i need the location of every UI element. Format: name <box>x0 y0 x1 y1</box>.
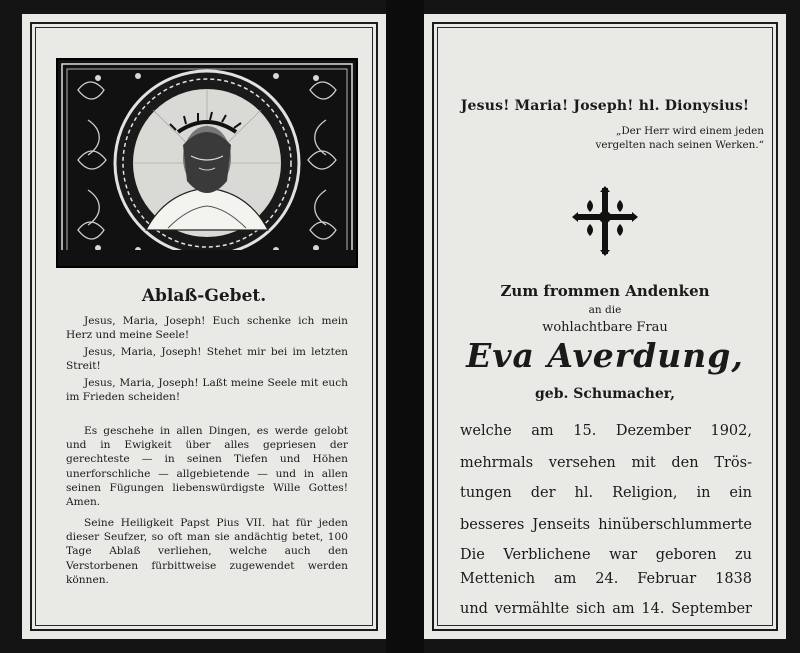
honorific-text: wohlachtbare Frau <box>542 320 668 335</box>
ornamental-cross-icon <box>572 186 638 256</box>
maiden-name: geb. Schumacher, <box>535 386 675 402</box>
bio-line-1: welche am 15. Dezember 1902, <box>460 423 752 439</box>
bio-line-7: und vermählte sich am 14. September <box>460 601 752 617</box>
scripture-quote: „Der Herr wird einem jeden vergelten nach seinen Werken.“ <box>595 125 764 151</box>
ecce-homo-engraving <box>56 58 358 268</box>
invocation-header: Jesus! Maria! Joseph! hl. Dionysius! <box>460 98 750 114</box>
bio-line-5: Die Verblichene war geboren zu <box>460 547 752 563</box>
prayer-paragraph-4: Es geschehe in allen Dingen, es werde gelobt und in Ewigkeit über alles gepriesen der gerechteste — in seinen Tiefen und Höhen unerforschliche — allgebietende — und in allen seinen Fügungen liebenswürdigste Wille Gottes! Amen. <box>66 425 348 509</box>
bio-line-4: besseres Jenseits hinüberschlummerte <box>460 517 752 533</box>
memorial-heading: Zum frommen Andenken <box>500 282 710 300</box>
an-die-text: an die <box>588 304 622 316</box>
bio-line-3: tungen der hl. Religion, in ein <box>460 485 752 501</box>
bio-line-6: Mettenich am 24. Februar 1838 <box>460 571 752 587</box>
prayer-paragraph-2: Jesus, Maria, Joseph! Stehet mir bei im letzten Streit! <box>66 346 348 373</box>
bio-line-2: mehrmals versehen mit den Trös- <box>460 455 752 471</box>
indulgence-note: Seine Heiligkeit Papst Pius VII. hat für jeden dieser Seufzer, so oft man sie andächtig betet, 100 Tage Ablaß verliehen, welche auch den Verstorbenen fürbittweise zugewendet werden können. <box>66 517 348 586</box>
deceased-name: Eva Averdung, <box>466 336 744 375</box>
prayer-title: Ablaß-Gebet. <box>141 286 267 306</box>
right-page <box>424 14 786 639</box>
prayer-paragraph-3: Jesus, Maria, Joseph! Laßt meine Seele mit euch im Frieden scheiden! <box>66 377 348 404</box>
left-page <box>22 14 386 639</box>
card-fold <box>386 0 424 653</box>
prayer-paragraph-1: Jesus, Maria, Joseph! Euch schenke ich mein Herz und meine Seele! <box>66 315 348 342</box>
